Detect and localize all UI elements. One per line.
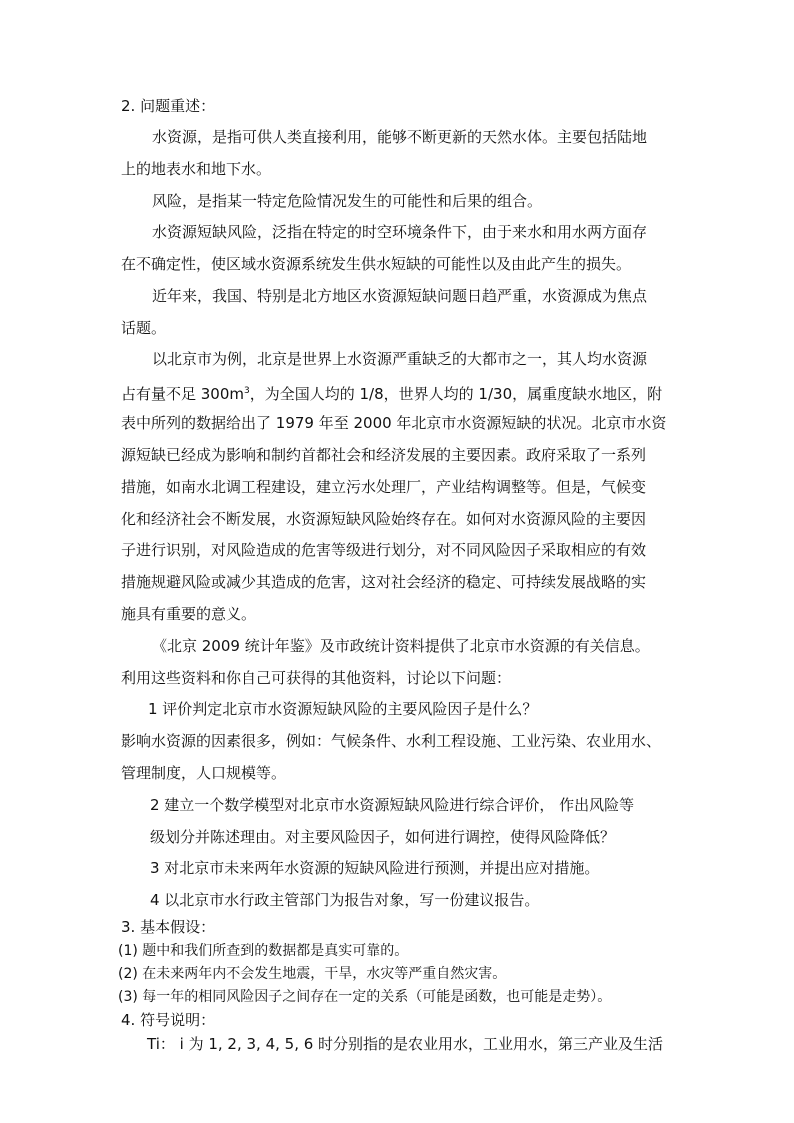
question-3: 3 对北京市未来两年水资源的短缺风险进行预测，并提出应对措施。 <box>150 859 600 877</box>
question-4: 4 以北京市水行政主管部门为报告对象，写一份建议报告。 <box>150 891 540 909</box>
question-1: 1 评价判定北京市水资源短缺风险的主要风险因子是什么？ <box>148 700 538 718</box>
assumption-3: (3) 每一年的相同风险因子之间存在一定的关系（可能是函数，也可能是走势）。 <box>118 989 612 1005</box>
paragraph-beijing-line-7: 子进行识别，对风险造成的危害等级进行划分，对不同风险因子采取相应的有效 <box>121 541 647 559</box>
question-2-line-1: 2 建立一个数学模型对北京市水资源短缺风险进行综合评价， 作出风险等 <box>150 796 635 814</box>
question-2-line-2: 级划分并陈述理由。对主要风险因子，如何进行调控，使得风险降低？ <box>150 828 616 846</box>
paragraph-beijing-line-1: 以北京市为例，北京是世界上水资源严重缺乏的大都市之一，其人均水资源 <box>152 350 648 368</box>
paragraph-shortage-line-2: 在不确定性，使区域水资源系统发生供水短缺的可能性以及由此产生的损失。 <box>121 255 632 273</box>
assumption-1: (1) 题中和我们所查到的数据都是真实可靠的。 <box>118 943 409 959</box>
paragraph-risk: 风险，是指某一特定危险情况发生的可能性和后果的组合。 <box>152 192 543 210</box>
paragraph-beijing-line-5: 措施，如南水北调工程建设，建立污水处理厂，产业结构调整等。但是，气候变 <box>121 478 647 496</box>
paragraph-beijing-line-9: 施具有重要的意义。 <box>121 605 257 623</box>
section-4-heading: 4. 符号说明： <box>121 1011 216 1029</box>
paragraph-yearbook-line-2: 利用这些资料和你自己可获得的其他资料，讨论以下问题： <box>121 669 512 687</box>
question-1-answer-line-1: 影响水资源的因素很多，例如：气候条件、水利工程设施、工业污染、农业用水、 <box>121 732 662 750</box>
paragraph-recent-line-2: 话题。 <box>121 319 167 337</box>
paragraph-shortage-line-1: 水资源短缺风险，泛指在特定的时空环境条件下，由于来水和用水两方面存 <box>152 223 648 241</box>
section-2-heading: 2. 问题重述： <box>121 97 216 115</box>
section-3-heading: 3. 基本假设： <box>121 918 216 936</box>
paragraph-yearbook-line-1: 《北京 2009 统计年鉴》及市政统计资料提供了北京市水资源的有关信息。 <box>152 637 650 655</box>
paragraph-water-resource-line-1: 水资源，是指可供人类直接利用，能够不断更新的天然水体。主要包括陆地 <box>152 128 648 146</box>
question-1-answer-line-2: 管理制度，人口规模等。 <box>121 764 287 782</box>
assumption-2: (2) 在未来两年内不会发生地震，干旱，水灾等严重自然灾害。 <box>118 966 507 982</box>
paragraph-beijing-line-6: 化和经济社会不断发展，水资源短缺风险始终存在。如何对水资源风险的主要因 <box>121 510 647 528</box>
paragraph-beijing-line-4: 源短缺已经成为影响和制约首都社会和经济发展的主要因素。政府采取了一系列 <box>121 446 647 464</box>
paragraph-beijing-line-2: 占有量不足 $300m^3$，为全国人均的 1/8，世界人均的 1/30，属重度缺水地区，附 <box>121 385 663 403</box>
paragraph-beijing-line-3: 表中所列的数据给出了 1979 年至 2000 年北京市水资源短缺的状况。北京市水资 <box>121 414 667 432</box>
paragraph-water-resource-line-2: 上的地表水和地下水。 <box>121 160 272 178</box>
paragraph-beijing-line-8: 措施规避风险或减少其造成的危害，这对社会经济的稳定、可持续发展战略的实 <box>121 573 647 591</box>
symbol-ti-definition: Ti： i 为 1, 2, 3, 4, 5, 6 时分别指的是农业用水，工业用水，第三产业及生活 <box>147 1035 664 1053</box>
paragraph-recent-line-1: 近年来，我国、特别是北方地区水资源短缺问题日趋严重，水资源成为焦点 <box>152 287 648 305</box>
